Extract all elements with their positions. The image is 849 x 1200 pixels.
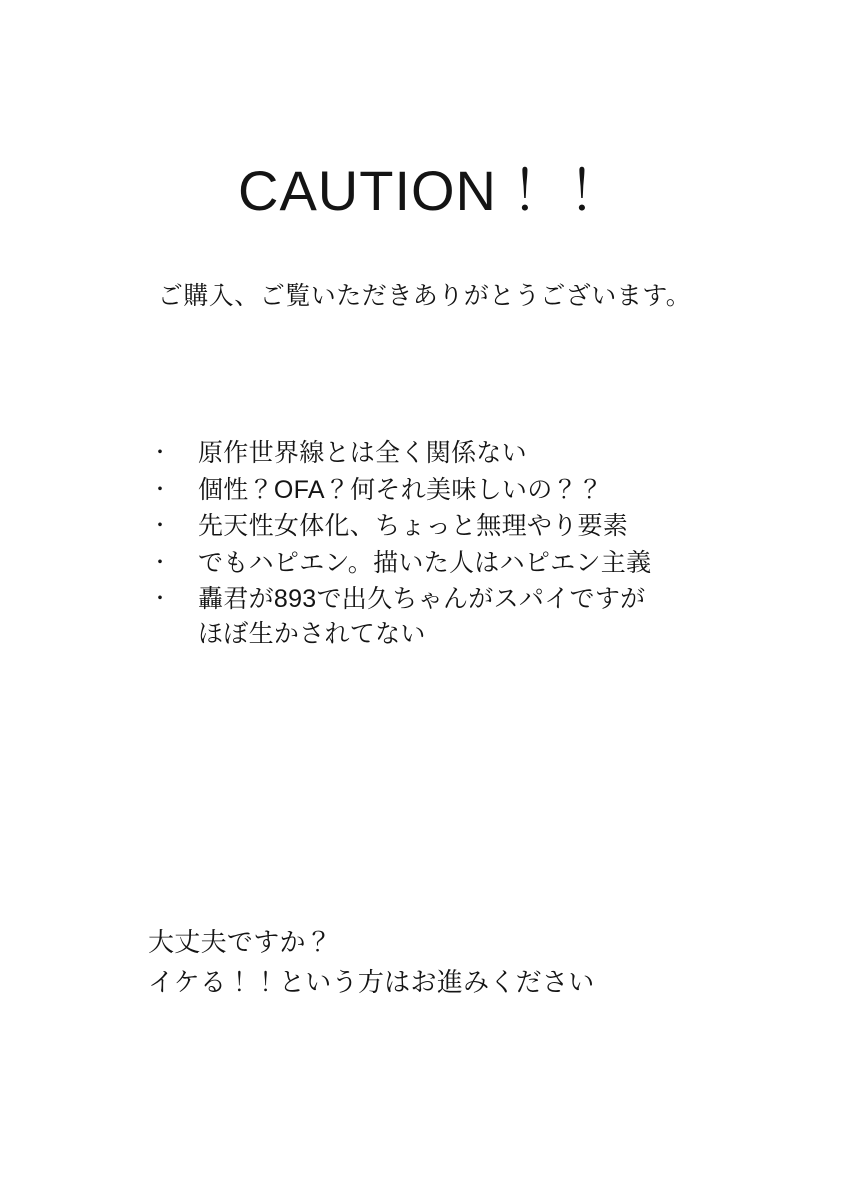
bullet-icon: ・ [150, 515, 171, 537]
bullet-icon: ・ [150, 478, 171, 501]
bullet-icon: ・ [150, 442, 171, 464]
list-item-text: 先天性女体化、ちょっと無理やり要素 [198, 512, 629, 540]
list-item-label [198, 473, 750, 508]
bullet-icon: ・ [150, 588, 171, 610]
closing-line-proceed: イケる！！という方はお進みください [148, 967, 595, 998]
list-item [150, 436, 750, 471]
notes-list [150, 436, 750, 653]
list-item-label [198, 582, 750, 651]
list-item-label [198, 436, 750, 471]
bullet-icon: ・ [150, 551, 171, 574]
list-item [150, 582, 750, 651]
closing-line-question: 大丈夫ですか？ [148, 927, 333, 957]
list-item-text: 個性？OFA？何それ美味しいの？？ [198, 475, 604, 504]
list-item-text: でもハピエン。描いた人はハピエン主義 [198, 548, 652, 577]
list-item [150, 509, 750, 544]
list-item-text-continuation: ほぼ生かされてない [198, 619, 426, 648]
list-item-text: 原作世界線とは全く関係ない [198, 439, 527, 467]
closing-block [148, 922, 595, 1003]
list-item [150, 546, 750, 581]
list-item-label [198, 546, 750, 581]
list-item-text: 轟君が893で出久ちゃんがスパイですが [198, 585, 646, 613]
page-title: CAUTION！！ [238, 159, 611, 222]
list-item-label [198, 509, 750, 544]
thanks-message: ご購入、ご覧いただきありがとうございます。 [157, 282, 692, 310]
list-item [150, 473, 750, 508]
